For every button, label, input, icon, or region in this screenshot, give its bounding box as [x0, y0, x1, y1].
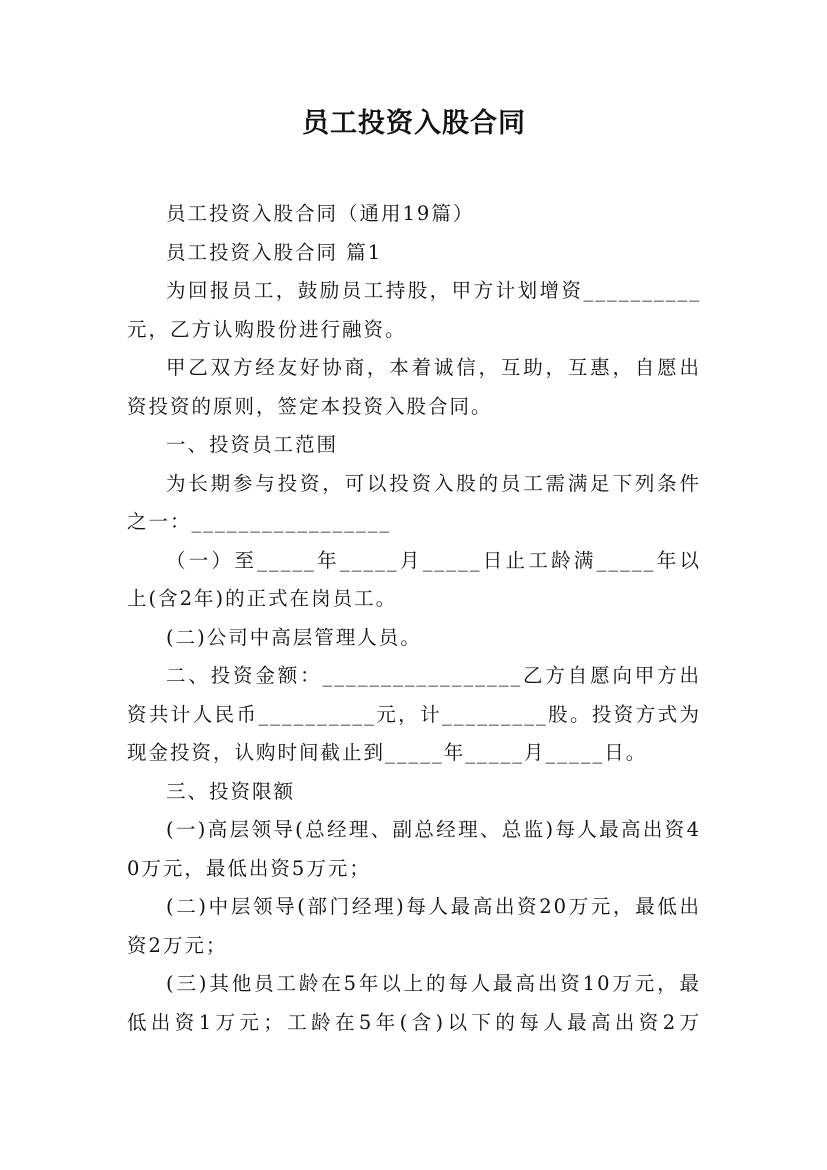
paragraph-section-heading: 员工投资入股合同 篇1	[166, 240, 383, 264]
paragraph: (一)高层领导(总经理、副总经理、总监)每人最高出资40万元，最低出资5万元；	[127, 818, 701, 880]
paragraph: (三)其他员工龄在5年以上的每人最高出资10万元，最低出资1万元；工龄在5年(含)以下的每人最高出资2万	[127, 972, 701, 1034]
document-body	[127, 195, 701, 1042]
paragraph-subtitle: 员工投资入股合同（通用19篇）	[166, 202, 475, 225]
paragraph-heading: 三、投资限额	[166, 779, 296, 803]
paragraph: 二、投资金额：_________________乙方自愿向甲方出资共计人民币__________元，计_________股。投资方式为现金投资，认购时间截止到_____年_____月_____日。	[127, 664, 701, 764]
paragraph-heading: 一、投资员工范围	[166, 433, 339, 456]
paragraph: （一）至_____年_____月_____日止工龄满_____年以上(含2年)的正式在岗员工。	[127, 548, 701, 610]
paragraph: 为回报员工，鼓励员工持股，甲方计划增资__________元，乙方认购股份进行融资。	[127, 279, 701, 341]
paragraph: (二)公司中高层管理人员。	[166, 625, 422, 649]
paragraph: 为长期参与投资，可以投资入股的员工需满足下列条件之一：_________________	[127, 471, 701, 533]
document-title: 员工投资入股合同	[302, 108, 526, 139]
paragraph: (二)中层领导(部门经理)每人最高出资20万元，最低出资2万元；	[127, 895, 701, 957]
paragraph: 甲乙双方经友好协商，本着诚信，互助，互惠，自愿出资投资的原则，签定本投资入股合同。	[127, 356, 701, 418]
